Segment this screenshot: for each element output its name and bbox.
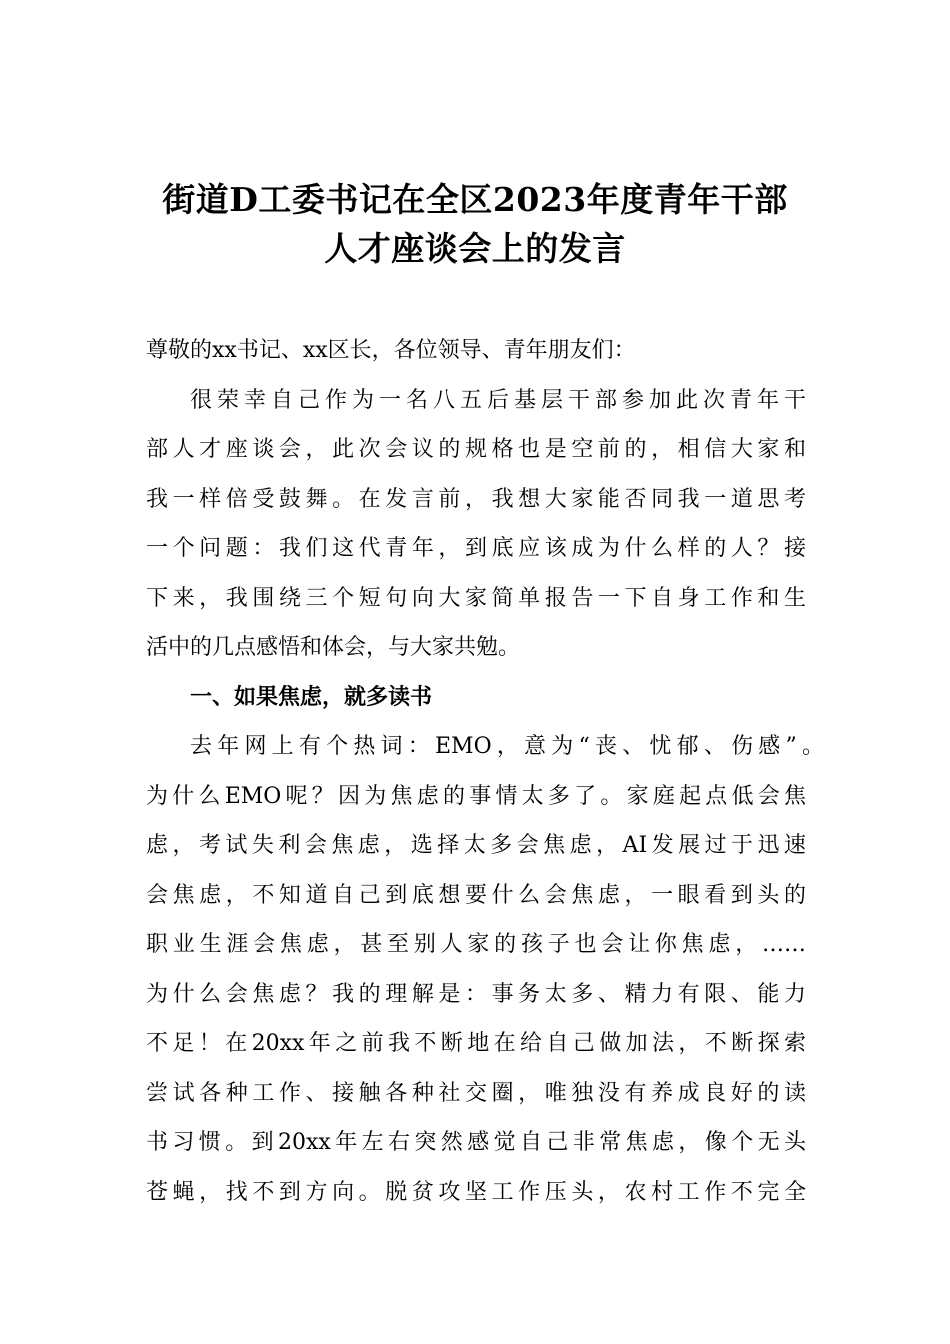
paragraph-line: 为什么会焦虑？我的理解是：事务太多、精力有限、能力 [146, 981, 806, 1007]
salutation: 尊敬的xx书记、xx区长，各位领导、青年朋友们： [146, 338, 636, 363]
paragraph-line: 我一样倍受鼓舞。在发言前，我想大家能否同我一道思考 [146, 486, 806, 512]
paragraph-line: 部人才座谈会，此次会议的规格也是空前的，相信大家和 [146, 437, 806, 462]
section-heading: 一、如果焦虑，就多读书 [190, 684, 433, 710]
document-title-line-1: 街道D工委书记在全区2023年度青年干部 [162, 180, 788, 219]
paragraph-line: 苍蝇，找不到方向。脱贫攻坚工作压头，农村工作不完全 [146, 1179, 806, 1205]
paragraph-line: 一个问题：我们这代青年，到底应该成为什么样的人？接 [146, 536, 806, 561]
paragraph-line: 很荣幸自己作为一名八五后基层干部参加此次青年干 [190, 387, 806, 413]
paragraph-line: 不足！在20xx年之前我不断地在给自己做加法，不断探索 [146, 1031, 806, 1056]
paragraph-line: 为什么EMO呢？因为焦虑的事情太多了。家庭起点低会焦 [146, 783, 806, 809]
paragraph-line: 尝试各种工作、接触各种社交圈，唯独没有养成良好的读 [146, 1080, 806, 1106]
paragraph-line: 虑，考试失利会焦虑，选择太多会焦虑，AI发展过于迅速 [146, 833, 806, 858]
paragraph-line: 下来，我围绕三个短句向大家简单报告一下自身工作和生 [146, 585, 806, 611]
paragraph-line: 书习惯。到20xx年左右突然感觉自己非常焦虑，像个无头 [146, 1130, 806, 1155]
paragraph-line: 去年网上有个热词：EMO，意为“丧、忧郁、伤感”。 [190, 734, 824, 759]
document-body [146, 326, 824, 1217]
paragraph-line: 活中的几点感悟和体会，与大家共勉。 [146, 635, 521, 660]
paragraph-line: 职业生涯会焦虑，甚至别人家的孩子也会让你焦虑，…… [146, 932, 806, 957]
paragraph-line: 会焦虑，不知道自己到底想要什么会焦虑，一眼看到头的 [146, 882, 806, 908]
document-title-line-2: 人才座谈会上的发言 [324, 229, 626, 268]
